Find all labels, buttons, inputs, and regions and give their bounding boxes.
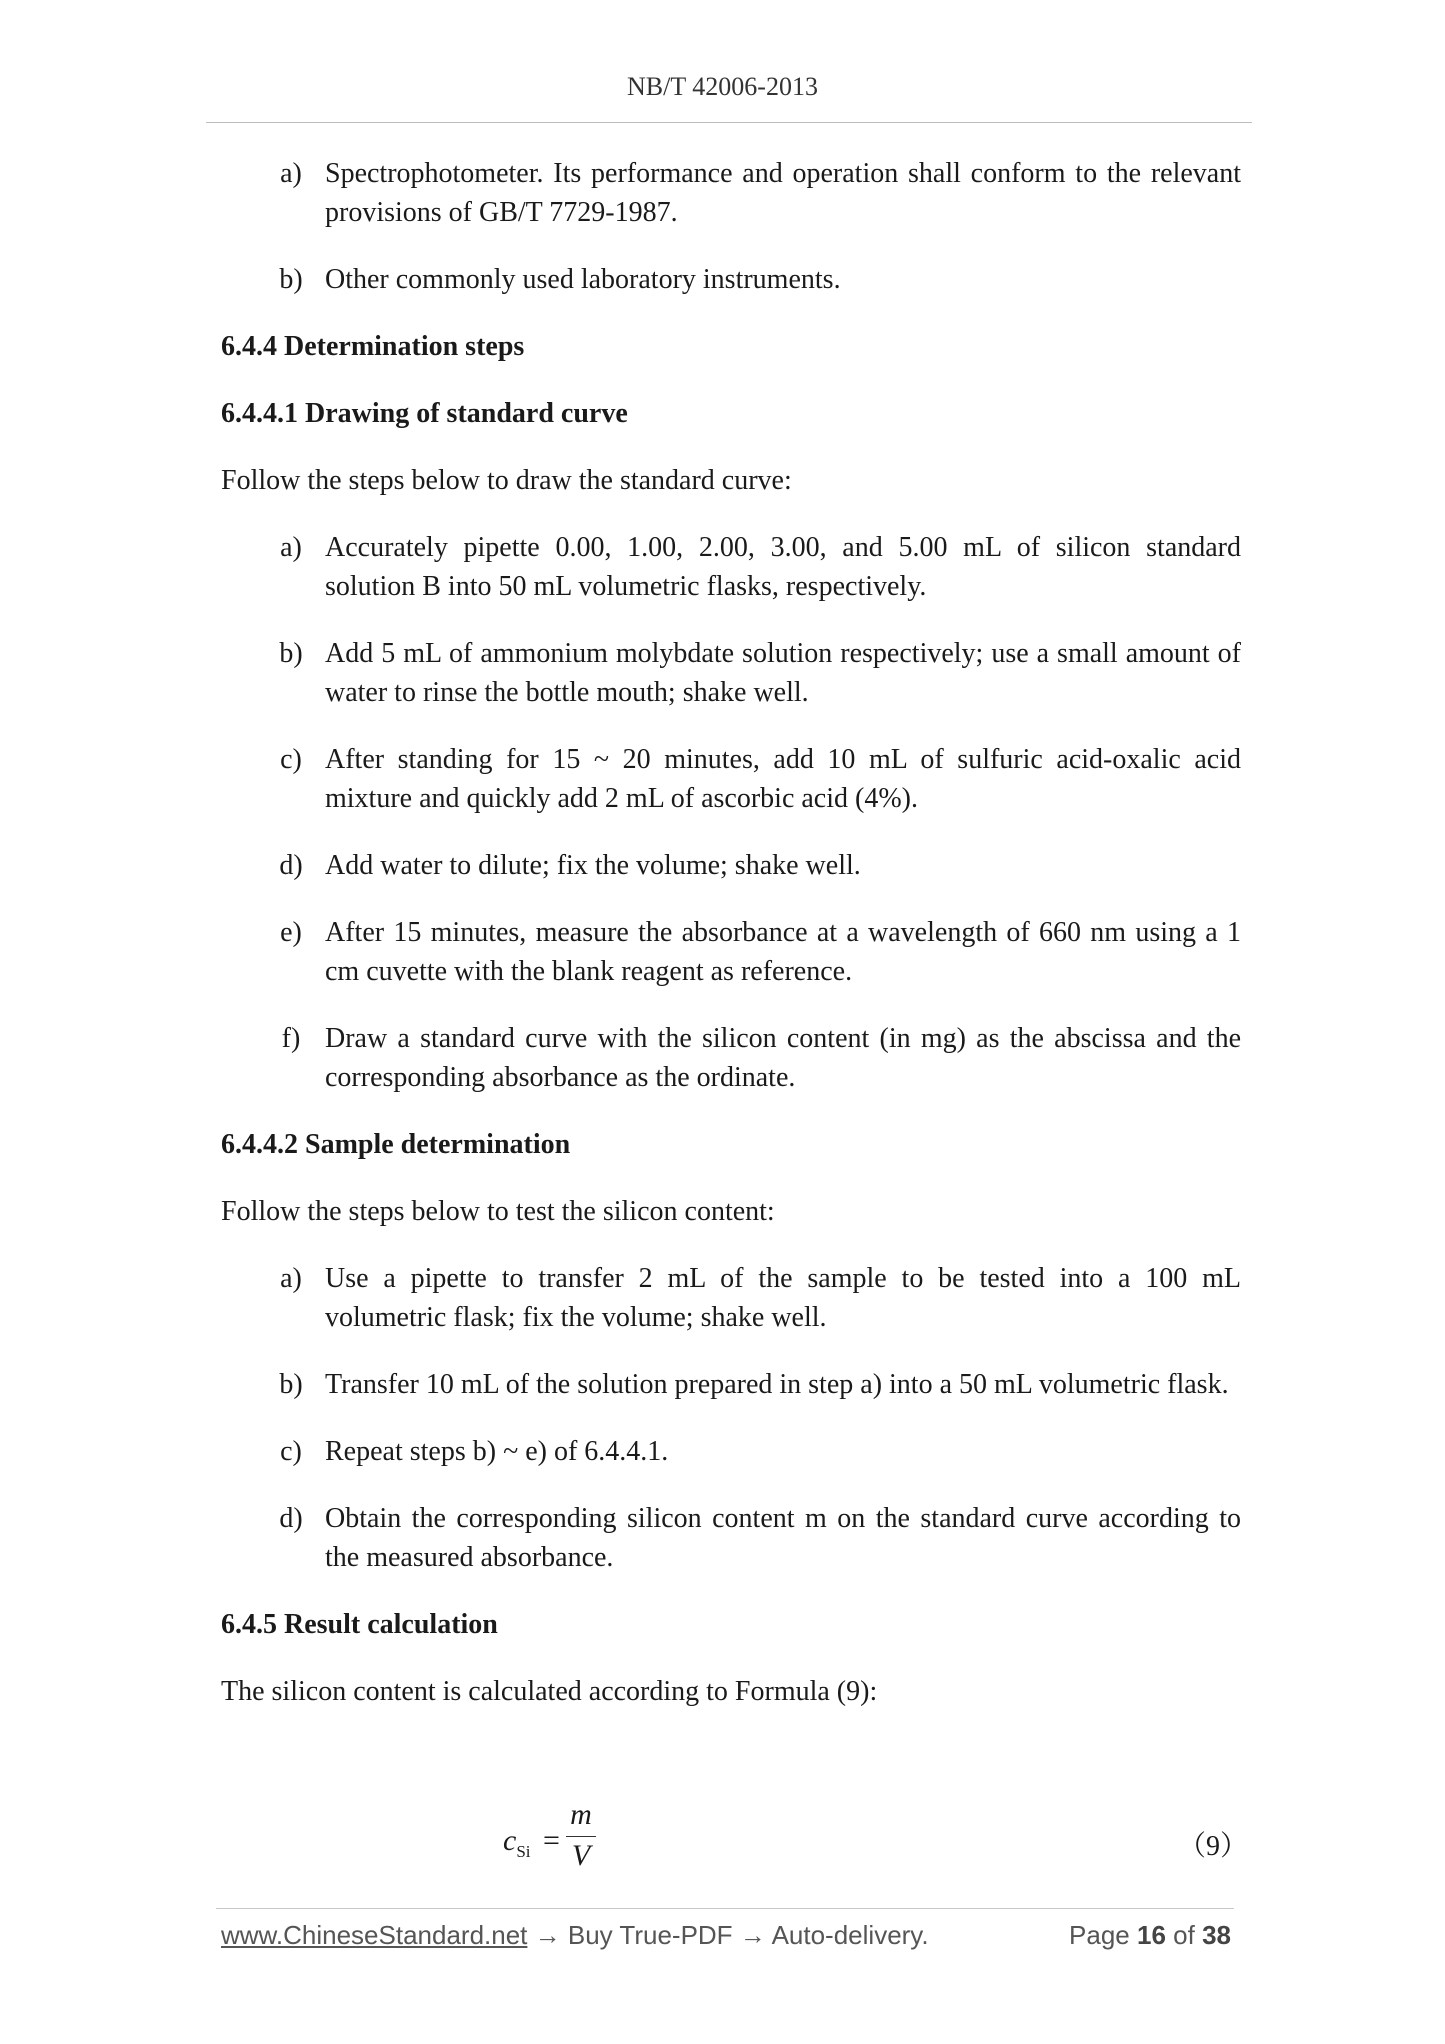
page-word: Page [1069, 1920, 1130, 1950]
list-label: d) [279, 850, 303, 881]
total-pages: 38 [1202, 1920, 1231, 1950]
list-item [221, 1365, 1241, 1404]
list-text: Obtain the corresponding silicon content m on the standard curve according to the measured absorbance. [325, 1503, 1241, 1573]
sample-intro-paragraph: Follow the steps below to test the silicon content: [221, 1196, 775, 1227]
list-item [221, 1432, 1241, 1471]
list-label: b) [279, 1369, 303, 1400]
list-text: Add 5 mL of ammonium molybdate solution respectively; use a small amount of water to rinse the bottle mouth; shake well. [325, 638, 1241, 708]
list-item [221, 1499, 1241, 1577]
curve-intro-paragraph: Follow the steps below to draw the standard curve: [221, 465, 792, 496]
list-text: Spectrophotometer. Its performance and operation shall conform to the relevant provisions of GB/T 7729-1987. [325, 158, 1241, 228]
list-label: a) [280, 158, 302, 189]
page-footer [221, 1920, 1231, 1951]
list-label: b) [279, 264, 303, 295]
formula-lhs-subscript: Si [516, 1842, 531, 1861]
list-label: b) [279, 638, 303, 669]
formula-equals: = [543, 1824, 560, 1857]
list-text: Use a pipette to transfer 2 mL of the sample to be tested into a 100 mL volumetric flask; fix the volume; shake well. [325, 1263, 1241, 1333]
formula-9 [0, 1798, 1445, 1888]
list-item [221, 740, 1241, 818]
list-item [221, 913, 1241, 991]
heading-6-4-4: 6.4.4 Determination steps [221, 331, 525, 362]
list-text: Add water to dilute; fix the volume; shake well. [325, 850, 861, 881]
formula-number: （9） [1178, 1831, 1249, 1862]
website-link[interactable]: www.ChineseStandard.net [221, 1920, 528, 1950]
list-text: Other commonly used laboratory instruments. [325, 264, 841, 295]
list-item [221, 634, 1241, 712]
list-item [221, 1019, 1241, 1097]
header-divider [206, 122, 1252, 123]
list-label: c) [280, 744, 302, 775]
list-label: a) [280, 1263, 302, 1294]
formula-denominator: V [571, 1839, 591, 1872]
list-label: d) [279, 1503, 303, 1534]
list-text: Draw a standard curve with the silicon content (in mg) as the abscissa and the corresponding absorbance as the ordinate. [325, 1023, 1241, 1093]
of-word: of [1173, 1920, 1195, 1950]
formula-lhs [503, 1824, 531, 1862]
page-indicator [1069, 1920, 1231, 1951]
formula-lhs-symbol: c [503, 1824, 517, 1857]
formula-numerator: m [570, 1798, 592, 1831]
list-item [221, 528, 1241, 606]
list-text: Accurately pipette 0.00, 1.00, 2.00, 3.00, and 5.00 mL of silicon standard solution B into 50 mL volumetric flasks, respectively. [325, 532, 1241, 602]
list-text: Transfer 10 mL of the solution prepared in step a) into a 50 mL volumetric flask. [325, 1369, 1229, 1400]
list-label: f) [281, 1023, 301, 1054]
list-label: c) [280, 1436, 302, 1467]
list-text: Repeat steps b) ~ e) of 6.4.4.1. [325, 1436, 669, 1467]
formula-fraction [566, 1798, 596, 1873]
list-text: After standing for 15 ~ 20 minutes, add 10 mL of sulfuric acid-oxalic acid mixture and quickly add 2 mL of ascorbic acid (4%). [325, 744, 1241, 814]
heading-6-4-4-2: 6.4.4.2 Sample determination [221, 1129, 571, 1160]
list-text: After 15 minutes, measure the absorbance at a wavelength of 660 nm using a 1 cm cuvette with the blank reagent as reference. [325, 917, 1241, 987]
running-header: NB/T 42006-2013 [627, 72, 818, 101]
current-page: 16 [1137, 1920, 1166, 1950]
footer-divider [216, 1908, 1234, 1909]
fraction-bar [566, 1836, 596, 1837]
footer-promo: → Buy True-PDF → Auto-delivery. [527, 1920, 929, 1950]
list-item [221, 1259, 1241, 1337]
page-body [221, 154, 1241, 1739]
list-item [221, 846, 1241, 885]
heading-6-4-5: 6.4.5 Result calculation [221, 1609, 498, 1640]
formula-intro-paragraph: The silicon content is calculated according to Formula (9): [221, 1676, 878, 1707]
heading-6-4-4-1: 6.4.4.1 Drawing of standard curve [221, 398, 628, 429]
list-item [221, 154, 1241, 232]
list-label: e) [280, 917, 302, 948]
list-label: a) [280, 532, 302, 563]
list-item [221, 260, 1241, 299]
